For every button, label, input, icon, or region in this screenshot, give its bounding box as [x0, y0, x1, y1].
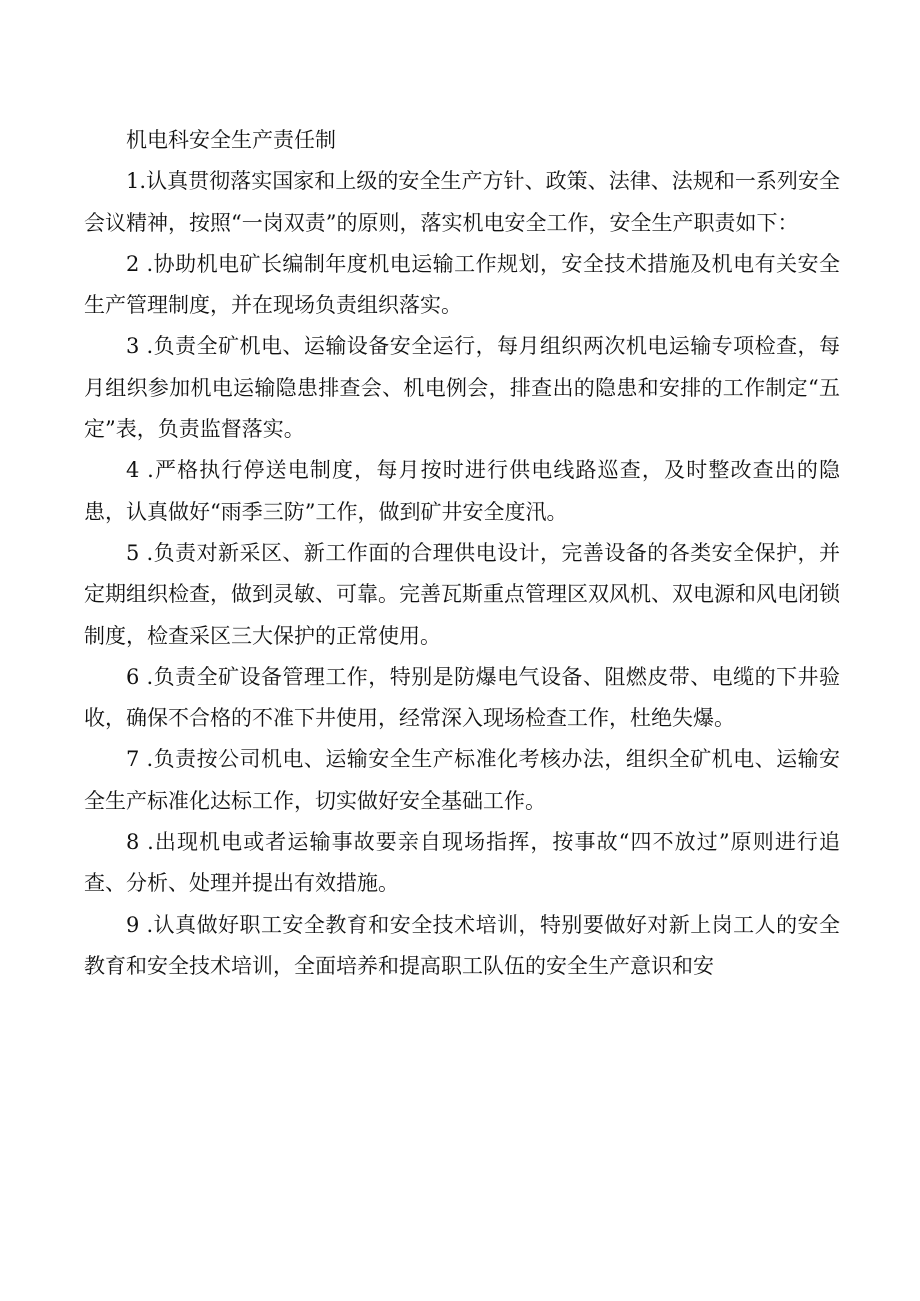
paragraph-1: 1.认真贯彻落实国家和上级的安全生产方针、政策、法律、法规和一系列安全会议精神，按照“一岗双责”的原则，落实机电安全工作，安全生产职责如下：: [84, 169, 840, 235]
document-title: 机电科安全生产责任制: [126, 128, 336, 152]
paragraph-9: 9 .认真做好职工安全教育和安全技术培训，特别要做好对新上岗工人的安全教育和安全技术培训，全面培养和提高职工队伍的安全生产意识和安: [84, 912, 840, 978]
paragraph-5: 5 .负责对新采区、新工作面的合理供电设计，完善设备的各类安全保护，并定期组织检查，做到灵敏、可靠。完善瓦斯重点管理区双风机、双电源和风电闭锁制度，检查采区三大保护的正常使用。: [84, 540, 840, 648]
paragraph-6: 6 .负责全矿设备管理工作，特别是防爆电气设备、阻燃皮带、电缆的下井验收，确保不合格的不准下井使用，经常深入现场检查工作，杜绝失爆。: [84, 664, 840, 731]
document-page: [84, 120, 840, 987]
paragraph-3: 3 .负责全矿机电、运输设备安全运行，每月组织两次机电运输专项检查，每月组织参加机电运输隐患排查会、机电例会，排查出的隐患和安排的工作制定“五定”表，负责监督落实。: [84, 334, 840, 442]
paragraph-8: 8 .出现机电或者运输事故要亲自现场指挥，按事故“四不放过”原则进行追查、分析、处理并提出有效措施。: [84, 830, 840, 896]
paragraph-2: 2 .协助机电矿长编制年度机电运输工作规划，安全技术措施及机电有关安全生产管理制度，并在现场负责组织落实。: [84, 251, 840, 318]
paragraph-4: 4 .严格执行停送电制度，每月按时进行供电线路巡查，及时整改查出的隐患，认真做好“雨季三防”工作，做到矿井安全度汛。: [84, 458, 840, 524]
paragraph-7: 7 .负责按公司机电、运输安全生产标准化考核办法，组织全矿机电、运输安全生产标准化达标工作，切实做好安全基础工作。: [84, 747, 840, 813]
